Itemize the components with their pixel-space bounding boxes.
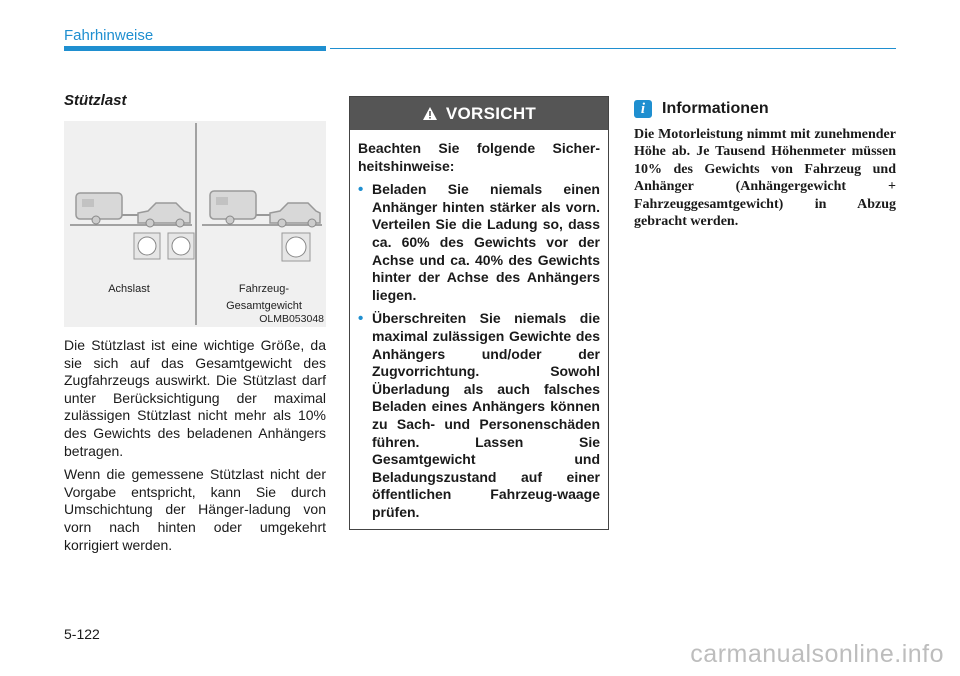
- info-title: Informationen: [662, 100, 769, 117]
- info-section: [634, 96, 896, 230]
- caution-body: [350, 130, 608, 521]
- figure-code: OLMB053048: [259, 313, 324, 325]
- watermark: carmanualsonline.info: [690, 640, 944, 668]
- info-header: [634, 96, 896, 122]
- bullet-icon: •: [358, 310, 364, 328]
- body-paragraph-2: Wenn die gemessene Stützlast nicht der Vorgabe entspricht, kann Sie durch Umschichtung der Hänger-ladung von vorn nach hinten oder umgekehrt korrigiert werden.: [64, 466, 326, 553]
- caution-item: [358, 310, 600, 521]
- caution-title: VORSICHT: [445, 103, 537, 123]
- body-paragraph-1: Die Stützlast ist eine wichtige Größe, da sie sich auf das Gesamtgewicht des Zugfahrzeugs auswirkt. Die Stützlast darf unter Berücksichtigung der maximal zulässigen Stützlast nicht mehr als 10% des Gewichts des beladenen Anhängers betragen.: [64, 337, 326, 459]
- caution-item-text: Beladen Sie niemals einen Anhänger hinten stärker als vorn. Verteilen Sie die Ladung so, dass ca. 60% des Gewichts vor der Achse und ca. 40% des Gewichts hinter der Achse des Anhängers liegen.: [372, 181, 600, 303]
- trailer-illustration: [64, 121, 326, 327]
- figure-label-gross-weight-line1: Fahrzeug-: [238, 283, 290, 295]
- info-text: Die Motorleistung nimmt mit zunehmender Höhe ab. Je Tausend Höhenmeter müssen 10% des Gewichts von Fahrzeug und Anhänger (Anhängergewicht + Fahrzeuggesamtgewicht) in Abzug gebracht werden.: [634, 127, 896, 230]
- left-column: [64, 92, 326, 554]
- caution-item-text: Überschreiten Sie niemals die maximal zulässigen Gewichte des Anhängers und/oder der Zugvorrichtung. Sowohl Überladung als auch falsches Beladen eines Anhängers können zu Sach- und Personenschäden führen. Lassen Sie Gesamtgewicht und Beladungszustand auf einer öffentlichen Fahrzeug-waage prüfen.: [372, 310, 600, 520]
- info-icon: i: [634, 100, 652, 118]
- warning-triangle-icon: [422, 106, 438, 121]
- page-number: 5-122: [64, 626, 100, 642]
- caution-item: [358, 181, 600, 304]
- caution-list: [358, 181, 600, 521]
- caution-header: [350, 97, 608, 130]
- header-rule-thin: [330, 48, 896, 49]
- bullet-icon: •: [358, 181, 364, 199]
- section-title: Fahrhinweise: [64, 27, 154, 44]
- tongue-weight-figure: [64, 121, 326, 327]
- caution-intro: Beachten Sie folgende Sicher-heitshinweise:: [358, 140, 600, 174]
- figure-label-axle-load: Achslast: [108, 283, 150, 295]
- subsection-heading: Stützlast: [64, 92, 127, 109]
- header-rule-thick: [64, 46, 326, 51]
- caution-box: [349, 96, 609, 530]
- figure-label-gross-weight-line2: Gesamtgewicht: [226, 300, 302, 312]
